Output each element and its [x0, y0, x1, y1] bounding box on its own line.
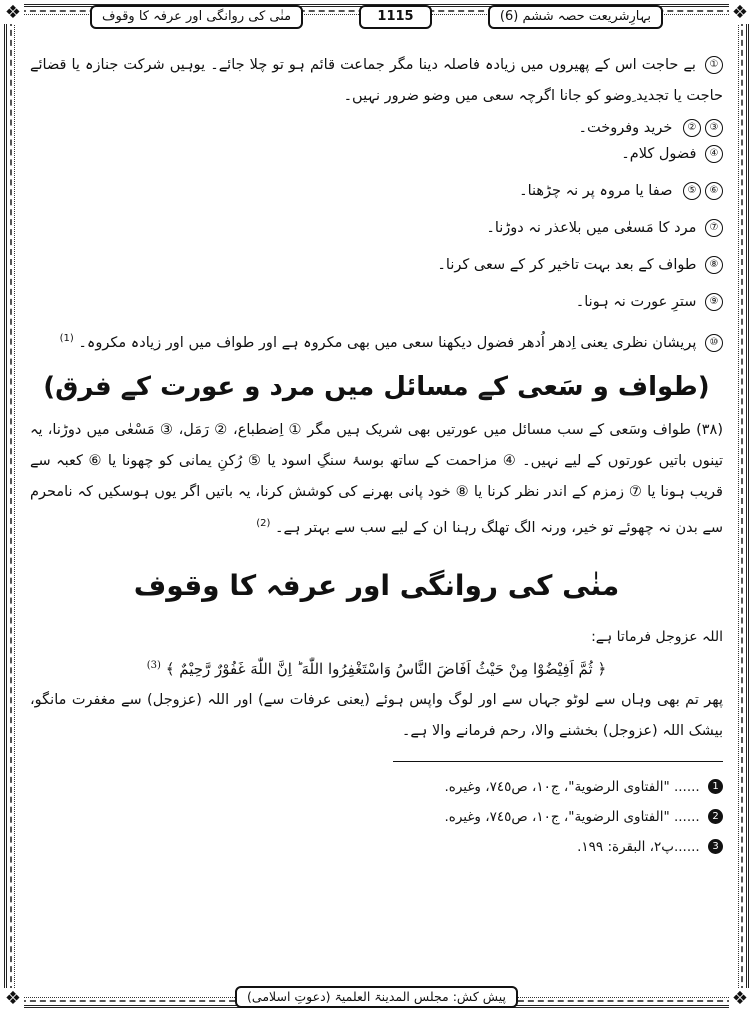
item-number: ⑦ — [705, 219, 723, 237]
footnote-ref: (3) — [146, 659, 161, 671]
item-text: مرد کا مَسعٰی میں بلاعذر نہ دوڑنا۔ — [486, 220, 697, 236]
footnotes — [30, 772, 723, 862]
footnote-divider — [393, 761, 723, 762]
makruh-list — [30, 118, 723, 353]
page-footer — [0, 986, 753, 1008]
list-item — [30, 118, 723, 138]
footnote-number: 2 — [708, 809, 723, 824]
footnote-text: ...... "الفتاوى الرضوية"، ج١٠، ص٧٤٥، وغيره. — [444, 778, 700, 795]
footnote-ref: (1) — [59, 333, 74, 344]
footnote-text: ...... "الفتاوى الرضوية"، ج١٠، ص٧٤٥، وغيره. — [444, 808, 700, 825]
page-header — [90, 5, 663, 29]
item-text: پریشان نظری یعنی اِدھر اُدھر فضول دیکھنا سعی میں بھی مکروہ ہے اور طواف میں اور زیادہ مکروہ۔ — [78, 334, 697, 351]
publisher-credit: پیش کش: مجلس المدینۃ العلمیۃ (دعوتِ اسلامی) — [235, 986, 518, 1008]
footnote — [30, 802, 723, 832]
list-item — [30, 144, 723, 164]
page-content — [30, 50, 723, 862]
item-text: صفا یا مروہ پر نہ چڑھنا۔ — [519, 183, 673, 199]
chapter-heading: منٰی کی روانگی اور عرفہ کا وقوف — [133, 568, 620, 602]
corner-ornament-icon: ❖ — [729, 2, 751, 24]
footnote — [30, 772, 723, 802]
footnote-number: 3 — [708, 839, 723, 854]
footnote-text: ......پ٢، البقرة: ١٩٩. — [577, 838, 700, 855]
item-number: ③ — [705, 119, 723, 137]
item-number: ② — [683, 119, 701, 137]
book-title: بہارِشریعت حصہ ششم (6) — [488, 5, 663, 29]
intro-text: بے حاجت اس کے پھیروں میں زیادہ فاصلہ دینا مگر جماعت قائم ہو تو چلا جائے۔ یوہیں شرکت جنازہ یا قضائے حاجت یا تجدید ِوضو کو جانا اگرچہ سعی میں وضو ضرور نہیں۔ — [30, 57, 723, 104]
item-number: ⑧ — [705, 256, 723, 274]
ayah-translation: پھر تم بھی وہاں سے لوٹو جہاں سے اور لوگ واپس ہوئے (یعنی عرفات سے) اور اللہ (عزوجل) سے مغفرت مانگو، بیشک اللہ (عزوجل) بخشنے والا، رحم فرمانے والا ہے۔ — [30, 691, 723, 739]
item-number: ⑤ — [683, 182, 701, 200]
item-text: طواف کے بعد بہت تاخیر کر کے سعی کرنا۔ — [437, 257, 697, 273]
corner-ornament-icon: ❖ — [2, 2, 24, 24]
intro-paragraph — [30, 50, 723, 112]
corner-ornament-icon: ❖ — [729, 988, 751, 1010]
item-number: ⑩ — [705, 334, 723, 352]
item-number: ⑨ — [705, 293, 723, 311]
page-number: 1115 — [359, 5, 431, 29]
quran-ayah — [30, 650, 723, 685]
quote-intro: اللہ عزوجل فرماتا ہے: — [591, 628, 723, 645]
corner-ornament-icon: ❖ — [2, 988, 24, 1010]
masala-38 — [30, 415, 723, 544]
list-item — [30, 181, 723, 201]
item-number: ① — [705, 56, 723, 74]
footnote — [30, 832, 723, 862]
footnote-number: 1 — [708, 779, 723, 794]
chapter-title: منٰی کی روانگی اور عرفہ کا وقوف — [90, 5, 303, 29]
item-number: ⑥ — [705, 182, 723, 200]
ayah-text: ﴿ ثُمَّ اَفِيْضُوْا مِنْ حَيْثُ اَفَاضَ النَّاسُ وَاسْتَغْفِرُوا اللّٰهَ ؕ اِنَّ اللّٰهَ غَفُوْرٌ رَّحِيْمٌ ﴾ — [165, 659, 607, 678]
list-item — [30, 329, 723, 353]
item-text: سترِ عورت نہ ہونا۔ — [575, 294, 697, 310]
item-text: خرید وفروخت۔ — [578, 120, 673, 136]
footnote-ref: (2) — [256, 517, 271, 529]
item-text: فضول کلام۔ — [621, 146, 697, 162]
item-number: ④ — [705, 145, 723, 163]
list-item — [30, 292, 723, 312]
masala-text: (۳۸) طواف وسَعی کے سب مسائل میں عورتیں بھی شریک ہیں مگر ① اِضطباع، ② رَمَل، ③ مَسْعٰی میں دوڑنا، یہ تینوں باتیں عورتوں کے لیے نہیں۔ ④ مزاحمت کے ساتھ بوسۂ سنگِ اسود یا ⑤ رُکنِ یمانی کو چھونا یا ⑥ کعبہ سے قریب ہونا یا ⑦ زمزم کے اندر نظر کرنا یا ⑧ خود پانی بھرنے کی کوشش کرنا، یہ باتیں اگر یوں ہوسکیں کہ نامحرم سے بدن نہ چھوئے تو خیر، ورنہ الگ تھلگ رہنا ان کے لیے سب سے بہتر ہے۔ — [30, 421, 723, 536]
list-item — [30, 218, 723, 238]
section-heading: (طواف و سَعی کے مسائل میں مرد و عورت کے فرق) — [43, 371, 710, 402]
list-item — [30, 255, 723, 275]
